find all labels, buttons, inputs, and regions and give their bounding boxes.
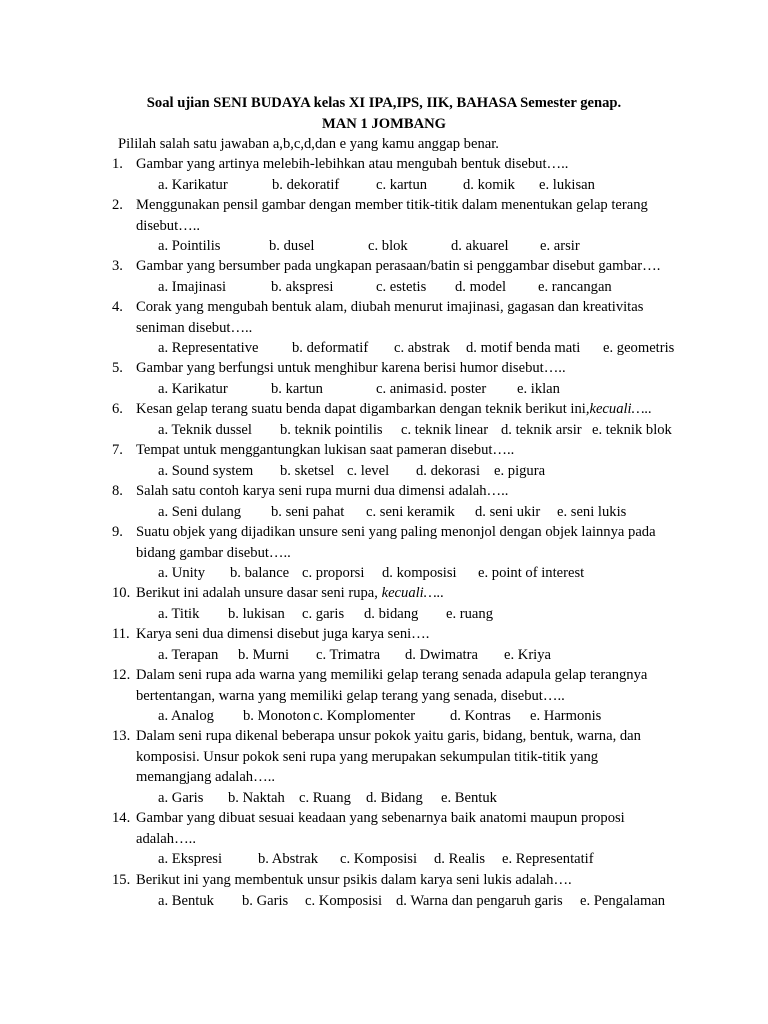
question-text-line	[136, 216, 676, 237]
answer-option-c: c. abstrak	[394, 340, 450, 356]
answer-option-b: b. seni pahat	[271, 503, 345, 520]
answer-option-c: c. animasi	[376, 380, 436, 397]
answer-option-e: e. arsir	[540, 238, 580, 254]
question-text-line	[136, 440, 676, 461]
question-text-segment: Karya seni dua dimensi disebut juga karya seni….	[136, 626, 430, 642]
answer-option-d: d. seni ukir	[475, 503, 541, 520]
question-number: 12.	[112, 667, 131, 683]
question-text	[136, 154, 676, 175]
question-text-line	[136, 767, 676, 788]
answer-option-a: a. Sound system	[158, 462, 254, 479]
answer-option-a: a. Unity	[158, 565, 206, 581]
question-text-line	[136, 665, 676, 686]
answer-option-a: a. Analog	[158, 708, 214, 724]
question-text-segment: Kesan gelap terang suatu benda dapat digambarkan dengan teknik berikut ini,	[136, 401, 590, 417]
question-text-line	[136, 318, 676, 339]
answer-option-d: d. Kontras	[450, 708, 511, 724]
answer-option-c: c. teknik linear	[401, 421, 489, 438]
answer-option-b: b. Garis	[242, 892, 289, 909]
answer-option-e: e. pigura	[494, 462, 546, 479]
answer-option-e: e. lukisan	[539, 176, 595, 193]
question-text	[136, 522, 676, 563]
answer-option-d: d. bidang	[364, 605, 419, 622]
question-text-segment: Dalam seni rupa ada warna yang memiliki gelap terang senada adapula gelap terangnya	[136, 667, 648, 683]
answer-option-a: a. Karikatur	[158, 176, 228, 193]
question-text-line	[136, 624, 676, 645]
answer-option-e: e. seni lukis	[557, 503, 627, 520]
answer-option-e: e. iklan	[517, 380, 560, 397]
answer-option-c: c. seni keramik	[366, 503, 455, 520]
answer-option-d: d. Warna dan pengaruh garis	[396, 892, 563, 909]
question-text-segment: Berikut ini adalah unsure dasar seni rupa,	[136, 585, 382, 601]
answer-option-e: e. rancangan	[538, 278, 612, 295]
school-name: MAN 1 JOMBANG	[321, 116, 447, 132]
question-number: 5.	[112, 360, 123, 376]
question-text-segment: Menggunakan pensil gambar dengan member titik-titik dalam menentukan gelap terang	[136, 197, 648, 213]
question-number: 2.	[112, 197, 123, 213]
answer-option-b: b. sketsel	[280, 462, 335, 479]
question-text-line	[136, 583, 676, 604]
question-text-segment: Salah satu contoh karya seni rupa murni dua dimensi adalah…..	[136, 483, 509, 499]
answer-option-b: b. deformatif	[292, 340, 369, 356]
question-text-line	[136, 358, 676, 379]
answer-option-b: b. Naktah	[228, 789, 285, 806]
answer-option-b: b. Murni	[238, 646, 290, 663]
answer-option-b: b. lukisan	[228, 605, 285, 622]
question-text-segment: Dalam seni rupa dikenal beberapa unsur pokok yaitu garis, bidang, bentuk, warna, dan	[136, 728, 641, 744]
answer-option-c: c. proporsi	[302, 565, 365, 581]
answer-option-d: d. akuarel	[451, 238, 509, 254]
question-number: 3.	[112, 258, 123, 274]
answer-option-e: e. ruang	[446, 605, 494, 622]
answer-option-c: c. level	[347, 462, 390, 479]
instruction-text: Pililah salah satu jawaban a,b,c,d,dan e yang kamu anggap benar.	[118, 136, 499, 152]
question-text-segment: Gambar yang artinya melebih-lebihkan atau mengubah bentuk disebut…..	[136, 156, 569, 172]
question-text-segment: disebut…..	[136, 217, 201, 234]
answer-option-a: a. Ekspresi	[158, 851, 223, 867]
question-text	[136, 808, 676, 849]
question-text-segment: bidang gambar disebut…..	[136, 544, 291, 561]
answer-option-e: e. Representatif	[502, 851, 594, 867]
question-number: 1.	[112, 156, 123, 172]
answer-option-e: e. point of interest	[478, 565, 585, 581]
question-number: 4.	[112, 299, 123, 315]
question-text-line	[136, 195, 676, 216]
question-text-segment: seniman disebut…..	[136, 319, 253, 336]
question-text-line	[136, 829, 676, 850]
answer-option-e: e. Harmonis	[530, 708, 602, 724]
answer-option-d: d. Realis	[434, 851, 486, 867]
question-text-line	[136, 522, 676, 543]
question-text-line	[136, 870, 676, 891]
answer-option-c: c. Trimatra	[316, 646, 381, 663]
question-text-segment: adalah…..	[136, 830, 196, 847]
question-text-line	[136, 481, 676, 502]
question-emphasis: kecuali…..	[381, 585, 445, 601]
answer-option-d: d. dekorasi	[416, 462, 481, 479]
question-text-line	[136, 297, 676, 318]
question-text	[136, 399, 676, 420]
answer-option-b: b. Abstrak	[258, 851, 318, 867]
answer-option-b: b. akspresi	[271, 278, 334, 295]
answer-option-a: a. Pointilis	[158, 238, 221, 254]
question-number: 15.	[112, 872, 131, 888]
answer-option-d: d. Dwimatra	[405, 646, 478, 663]
question-text	[136, 870, 676, 891]
question-text-segment: Gambar yang dibuat sesuai keadaan yang sebenarnya baik anatomi maupun proposi	[136, 810, 625, 826]
question-text-line	[136, 726, 676, 747]
answer-option-d: d. model	[455, 278, 507, 295]
question-text-segment: Gambar yang berfungsi untuk menghibur karena berisi humor disebut…..	[136, 360, 566, 376]
question-text-line	[136, 686, 676, 707]
answer-option-c: c. Komposisi	[340, 851, 418, 867]
question-text	[136, 358, 676, 379]
answer-option-a: a. Karikatur	[158, 380, 228, 397]
question-text	[136, 624, 676, 645]
question-text	[136, 665, 676, 706]
question-number: 7.	[112, 442, 123, 458]
question-text-line	[136, 154, 676, 175]
answer-option-e: e. teknik blok	[592, 421, 672, 438]
question-text-segment: Tempat untuk menggantungkan lukisan saat pameran disebut…..	[136, 442, 515, 458]
answer-option-b: b. teknik pointilis	[280, 421, 383, 438]
question-text-line	[136, 543, 676, 564]
question-text-line	[136, 256, 676, 277]
answer-option-b: b. dusel	[269, 238, 315, 254]
question-text-segment: Gambar yang bersumber pada ungkapan perasaan/batin si penggambar disebut gambar….	[136, 258, 661, 274]
answer-option-a: a. Teknik dussel	[158, 421, 252, 438]
answer-option-b: b. dekoratif	[272, 176, 340, 193]
question-number: 10.	[112, 585, 131, 601]
question-text-line	[136, 808, 676, 829]
answer-option-a: a. Garis	[158, 789, 204, 806]
question-emphasis: kecuali…..	[589, 401, 652, 417]
answer-option-c: c. blok	[368, 238, 408, 254]
answer-option-b: b. kartun	[271, 380, 323, 397]
answer-option-d: d. Bidang	[366, 789, 423, 806]
answer-option-a: a. Terapan	[158, 646, 219, 663]
answer-option-b: b. Monoton	[243, 708, 312, 724]
answer-option-c: c. Komposisi	[305, 892, 383, 909]
question-text	[136, 583, 676, 604]
question-text	[136, 726, 676, 788]
question-text-segment: Corak yang mengubah bentuk alam, diubah menurut imajinasi, gagasan dan kreativitas	[136, 299, 644, 315]
question-number: 8.	[112, 483, 123, 499]
answer-option-d: d. motif benda mati	[466, 340, 581, 356]
answer-option-e: e. Pengalaman	[580, 892, 666, 909]
question-text-segment: bertentangan, warna yang memiliki gelap terang yang senada, disebut…..	[136, 687, 565, 704]
answer-option-d: d. poster	[436, 380, 487, 397]
answer-option-e: e. geometris	[603, 340, 675, 356]
answer-option-b: b. balance	[230, 565, 290, 581]
answer-option-d: d. komposisi	[382, 565, 457, 581]
answer-option-a: a. Representative	[158, 340, 259, 356]
answer-option-d: d. teknik arsir	[501, 421, 582, 438]
question-text	[136, 256, 676, 277]
question-number: 14.	[112, 810, 131, 826]
question-number: 11.	[112, 626, 130, 642]
question-text-segment: memangjang adalah…..	[136, 769, 275, 785]
answer-option-c: c. kartun	[376, 176, 428, 193]
question-text-segment: komposisi. Unsur pokok seni rupa yang merupakan sekumpulan titik-titik yang	[136, 748, 599, 765]
answer-option-c: c. Ruang	[299, 789, 351, 806]
exam-title: Soal ujian SENI BUDAYA kelas XI IPA,IPS, IIK, BAHASA Semester genap.	[146, 95, 622, 111]
question-number: 6.	[112, 401, 123, 417]
answer-option-c: c. garis	[302, 605, 345, 622]
question-number: 9.	[112, 524, 123, 540]
question-text	[136, 440, 676, 461]
answer-option-e: e. Bentuk	[441, 789, 497, 806]
answer-option-d: d. komik	[463, 176, 515, 193]
answer-option-c: c. estetis	[376, 278, 427, 295]
answer-option-a: a. Titik	[158, 605, 200, 622]
answer-option-e: e. Kriya	[504, 646, 552, 663]
question-number: 13.	[112, 728, 131, 744]
question-text	[136, 481, 676, 502]
question-text-line	[136, 399, 676, 420]
question-text	[136, 195, 676, 236]
answer-option-a: a. Seni dulang	[158, 503, 242, 520]
question-text	[136, 297, 676, 338]
answer-option-a: a. Imajinasi	[158, 278, 227, 295]
question-text-segment: Suatu objek yang dijadikan unsure seni yang paling menonjol dengan objek lainnya pada	[136, 524, 656, 540]
question-text-segment: Berikut ini yang membentuk unsur psikis dalam karya seni lukis adalah….	[136, 872, 572, 888]
answer-option-c: c. Komplomenter	[313, 708, 416, 724]
question-text-line	[136, 747, 676, 768]
answer-option-a: a. Bentuk	[158, 892, 214, 909]
